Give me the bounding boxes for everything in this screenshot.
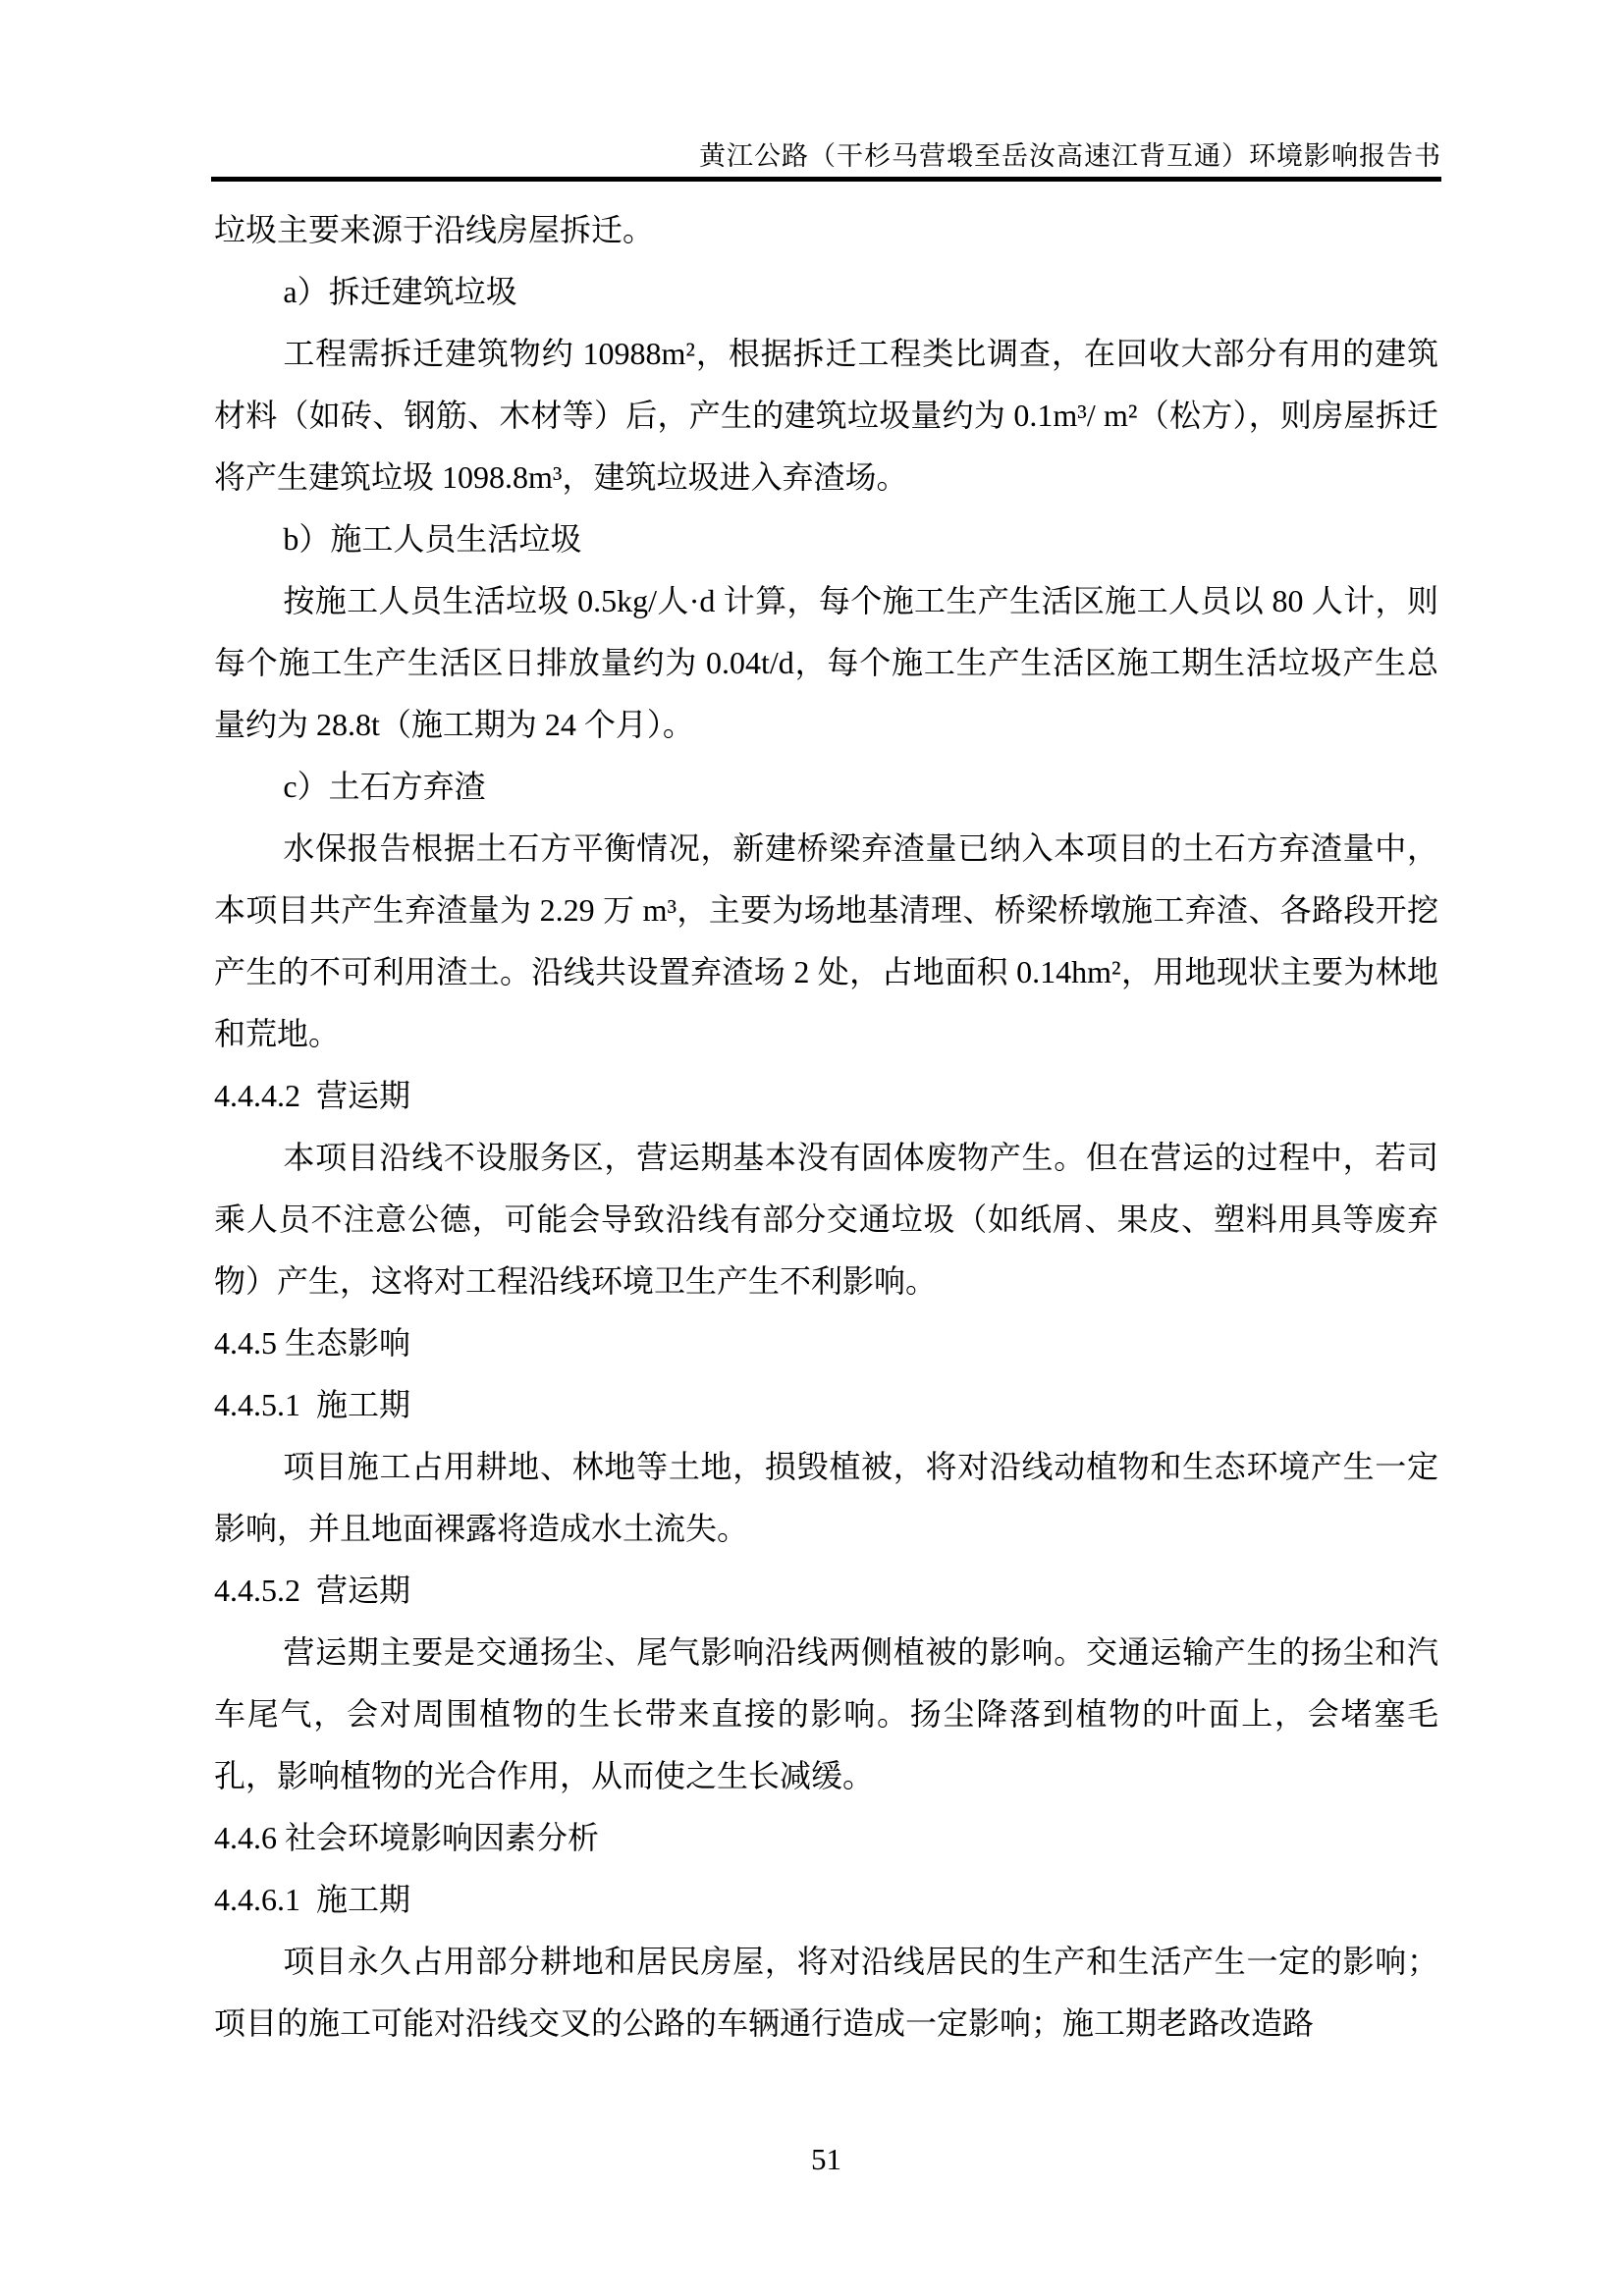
page-footer	[214, 2140, 1438, 2179]
paragraph-spoil-detail: 水保报告根据土石方平衡情况，新建桥梁弃渣量已纳入本项目的土石方弃渣量中，本项目共产生弃渣量为 2.29 万 m³，主要为场地基清理、桥梁桥墩施工弃渣、各路段开挖产生的不可利用渣土。沿线共设置弃渣场 2 处，占地面积 0.14hm²，用地现状主要为林地和荒地。	[214, 830, 1438, 1051]
paragraph-waste-source: 垃圾主要来源于沿线房屋拆迁。	[214, 212, 655, 247]
heading-4-4-6-social-impact-analysis: 4.4.6 社会环境影响因素分析	[214, 1820, 600, 1855]
paragraph-ecology-operation: 营运期主要是交通扬尘、尾气影响沿线两侧植被的影响。交通运输产生的扬尘和汽车尾气，会对周围植物的生长带来直接的影响。扬尘降落到植物的叶面上，会堵塞毛孔，影响植物的光合作用，从而使之生长减缓。	[214, 1634, 1438, 1793]
paragraph-domestic-waste-detail: 按施工人员生活垃圾 0.5kg/人·d 计算，每个施工生产生活区施工人员以 80 人计，则每个施工生产生活区日排放量约为 0.04t/d，每个施工生产生活区施工期生活垃圾产生总量约为 28.8t（施工期为 24 个月）。	[214, 583, 1438, 742]
paragraph-social-construction: 项目永久占用部分耕地和居民房屋，将对沿线居民的生产和生活产生一定的影响；项目的施工可能对沿线交叉的公路的车辆通行造成一定影响；施工期老路改造路	[214, 1944, 1438, 2041]
paragraph-demolition-waste-detail: 工程需拆迁建筑物约 10988m²，根据拆迁工程类比调查，在回收大部分有用的建筑材料（如砖、钢筋、木材等）后，产生的建筑垃圾量约为 0.1m³/ m²（松方），则房屋拆迁将产生建筑垃圾 1098.8m³，建筑垃圾进入弃渣场。	[214, 336, 1438, 495]
heading-4-4-5-ecological-impact: 4.4.5 生态影响	[214, 1325, 411, 1361]
page-header-title: 黄江公路（干杉马营塅至岳汝高速江背互通）环境影响报告书	[699, 141, 1441, 171]
heading-4-4-5-1-construction-period: 4.4.5.1 施工期	[214, 1387, 411, 1422]
paragraph-operation-solid-waste: 本项目沿线不设服务区，营运期基本没有固体废物产生。但在营运的过程中，若司乘人员不注意公德，可能会导致沿线有部分交通垃圾（如纸屑、果皮、塑料用具等废弃物）产生，这将对工程沿线环境卫生产生不利影响。	[214, 1140, 1438, 1299]
page-body	[214, 199, 1438, 2055]
item-c-spoil: c）土石方弃渣	[283, 769, 486, 804]
item-b-worker-domestic-waste: b）施工人员生活垃圾	[283, 521, 582, 557]
item-a-demolition-waste: a）拆迁建筑垃圾	[283, 274, 517, 309]
heading-4-4-5-2-operation-period: 4.4.5.2 营运期	[214, 1573, 411, 1608]
heading-4-4-4-2-operation-period: 4.4.4.2 营运期	[214, 1078, 411, 1113]
page-number: 51	[811, 2142, 841, 2176]
heading-4-4-6-1-construction-period: 4.4.6.1 施工期	[214, 1882, 411, 1917]
paragraph-ecology-construction: 项目施工占用耕地、林地等土地，损毁植被，将对沿线动植物和生态环境产生一定影响，并且地面裸露将造成水土流失。	[214, 1449, 1438, 1546]
page-header	[211, 139, 1441, 182]
